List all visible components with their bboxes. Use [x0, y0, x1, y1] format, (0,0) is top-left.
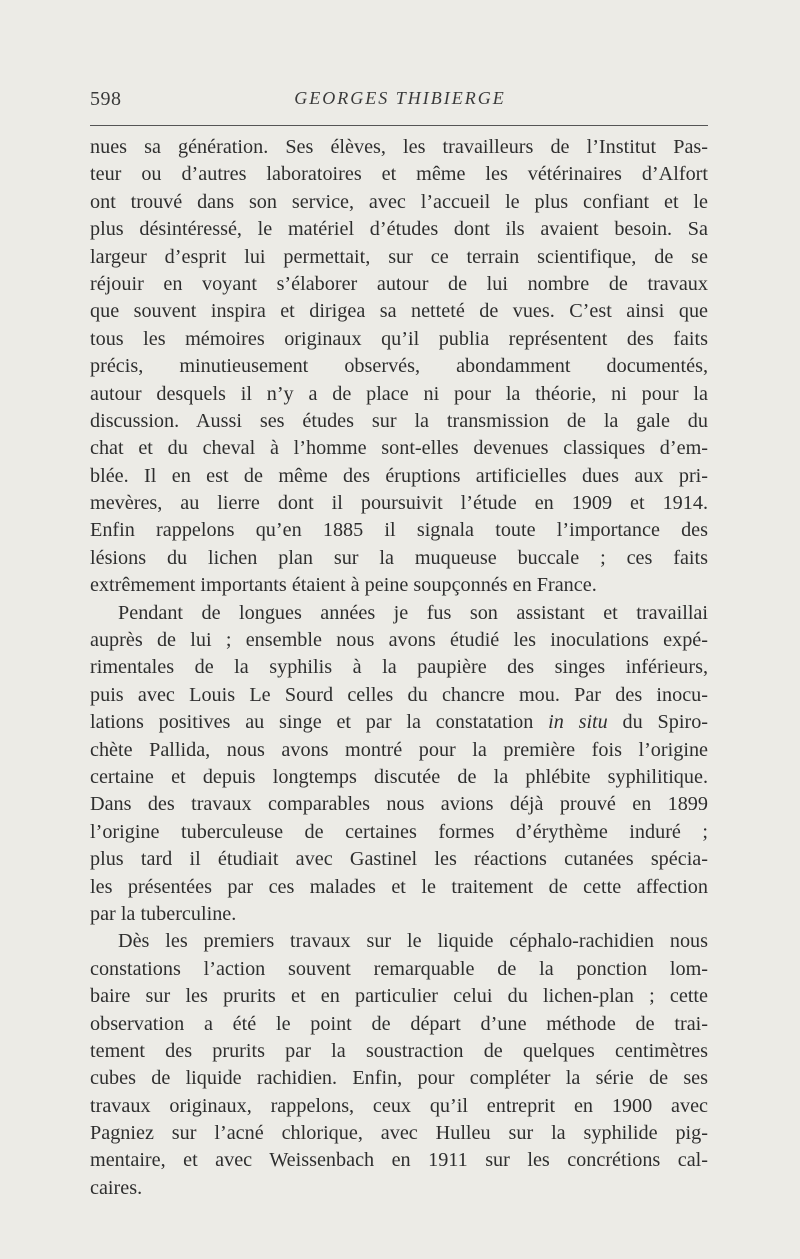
text-line: Enfin rappelons qu’en 1885 il signala toute l’importance des — [90, 519, 708, 542]
text-line: baire sur les prurits et en particulier celui du lichen-plan ; cette — [90, 985, 708, 1008]
text-segment: lations positives au singe et par la constatation — [90, 711, 549, 734]
text-line: plus tard il étudiait avec Gastinel les réactions cutanées spécia- — [90, 848, 708, 871]
text-line: chète Pallida, nous avons montré pour la première fois l’origine — [90, 738, 708, 761]
text-line: auprès de lui ; ensemble nous avons étudié les inoculations expé- — [90, 629, 708, 652]
text-line: observation a été le point de départ d’une méthode de trai- — [90, 1012, 708, 1035]
text-line: Pendant de longues années je fus son assistant et travaillai — [118, 601, 708, 624]
text-line: discussion. Aussi ses études sur la transmission de la gale du — [90, 409, 708, 432]
text-line: cubes de liquide rachidien. Enfin, pour compléter la série de ses — [90, 1067, 708, 1090]
text-line: constations l’action souvent remarquable de la ponction lom- — [90, 957, 708, 980]
text-line: lésions du lichen plan sur la muqueuse buccale ; ces faits — [90, 546, 708, 569]
text-line: mentaire, et avec Weissenbach en 1911 sur les concrétions cal- — [90, 1149, 708, 1172]
text-line: réjouir en voyant s’élaborer autour de lui nombre de travaux — [90, 272, 708, 295]
italic-phrase: in situ — [548, 711, 608, 734]
text-line: extrêmement importants étaient à peine soupçonnés en France. — [90, 574, 597, 597]
text-line: rimentales de la syphilis à la paupière des singes inférieurs, — [90, 656, 708, 679]
text-line: Dès les premiers travaux sur le liquide céphalo-rachidien nous — [118, 930, 708, 953]
text-line: chat et du cheval à l’homme sont-elles devenues classiques d’em- — [90, 437, 708, 460]
page-number: 598 — [90, 88, 122, 110]
text-line: blée. Il en est de même des éruptions artificielles dues aux pri- — [90, 464, 708, 487]
page-header — [90, 88, 710, 116]
text-line: travaux originaux, rappelons, ceux qu’il entreprit en 1900 avec — [90, 1094, 708, 1117]
text-line: puis avec Louis Le Sourd celles du chancre mou. Par des inocu- — [90, 683, 708, 706]
text-line: caires. — [90, 1176, 143, 1199]
text-line: Pagniez sur l’acné chlorique, avec Hulleu sur la syphilide pig- — [90, 1122, 708, 1145]
body-text — [90, 134, 708, 1202]
header-rule — [90, 125, 708, 126]
text-segment: du Spiro- — [607, 711, 709, 734]
text-line: certaine et depuis longtemps discutée de la phlébite syphilitique. — [90, 765, 708, 788]
text-line: autour desquels il n’y a de place ni pour la théorie, ni pour la — [90, 382, 708, 405]
text-line: nues sa génération. Ses élèves, les travailleurs de l’Institut Pas- — [90, 136, 708, 158]
text-line: les présentées par ces malades et le traitement de cette affection — [90, 875, 708, 898]
text-line: que souvent inspira et dirigea sa netteté de vues. C’est ainsi que — [90, 300, 708, 323]
text-line: plus désintéressé, le matériel d’études dont ils avaient besoin. Sa — [90, 218, 708, 241]
text-line — [90, 709, 708, 736]
text-line: ont trouvé dans son service, avec l’accueil le plus confiant et le — [90, 190, 708, 213]
text-line: tous les mémoires originaux qu’il publia représentent des faits — [90, 327, 708, 350]
text-line: mevères, au lierre dont il poursuivit l’étude en 1909 et 1914. — [90, 492, 708, 515]
text-line: par la tuberculine. — [90, 902, 237, 925]
text-line: l’origine tuberculeuse de certaines formes d’érythème induré ; — [90, 820, 708, 843]
text-line: Dans des travaux comparables nous avions déjà prouvé en 1899 — [90, 793, 708, 816]
text-line: tement des prurits par la soustraction de quelques centimètres — [90, 1039, 708, 1062]
text-line: précis, minutieusement observés, abondamment documentés, — [90, 355, 708, 378]
text-line: largeur d’esprit lui permettait, sur ce terrain scientifique, de se — [90, 245, 708, 268]
text-line: teur ou d’autres laboratoires et même les vétérinaires d’Alfort — [90, 163, 708, 186]
running-head: GEORGES THIBIERGE — [294, 88, 506, 108]
